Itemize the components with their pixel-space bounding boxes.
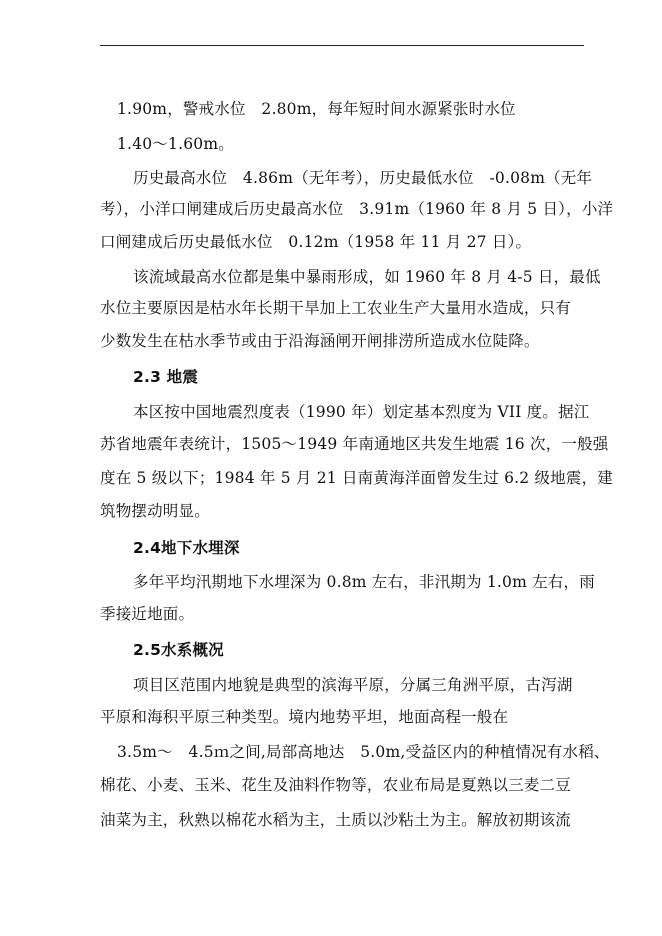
text-line: 1.40～1.60m。: [117, 135, 234, 153]
text-line: 油菜为主，秋熟以棉花水稻为主，土质以沙粘土为主。解放初期该流: [100, 811, 572, 829]
text-line: 筑物摆动明显。: [100, 502, 210, 520]
section-heading: 2.3 地震: [133, 368, 199, 386]
text-line: 3.5m～ 4.5ｍ之间,局部高地达 5.0m,受益区内的种植情况有水稻、: [117, 743, 610, 761]
section-heading: 2.5水系概况: [133, 641, 224, 659]
text-line: 苏省地震年表统计，1505～1949 年南通地区共发生地震 16 次，一般强: [100, 435, 609, 453]
text-line: 多年平均汛期地下水埋深为 0.8m 左右，非汛期为 1.0m 左右，雨: [133, 573, 595, 591]
text-line: 项目区范围内地貌是典型的滨海平原，分属三角洲平原，古泻湖: [133, 676, 573, 694]
text-line: 考），小洋口闸建成后历史最高水位 3.91m（1960 年 8 月 5 日），小洋: [100, 200, 614, 218]
text-line: 水位主要原因是枯水年长期干旱加上工农业生产大量用水造成，只有: [100, 299, 572, 317]
text-line: 季接近地面。: [100, 605, 195, 623]
text-line: 少数发生在枯水季节或由于沿海涵闸开闸排涝所造成水位陡降。: [100, 332, 540, 350]
header-rule: [100, 45, 584, 46]
text-line: 1.90m，警戒水位 2.80m，每年短时间水源紧张时水位: [117, 100, 516, 118]
text-line: 本区按中国地震烈度表（1990 年）划定基本烈度为 VII 度。据江: [133, 403, 590, 421]
text-line: 口闸建成后历史最低水位 0.12m（1958 年 11 月 27 日）。: [100, 233, 532, 251]
text-line: 度在 5 级以下；1984 年 5 月 21 日南黄海洋面曾发生过 6.2 级地震，建: [100, 469, 613, 487]
section-heading: 2.4地下水埋深: [133, 539, 240, 557]
text-line: 该流域最高水位都是集中暴雨形成，如 1960 年 8 月 4-5 日，最低: [133, 268, 601, 286]
text-line: 棉花、小麦、玉米、花生及油料作物等，农业布局是夏熟以三麦二豆: [100, 776, 572, 794]
text-line: 历史最高水位 4.86m（无年考），历史最低水位 -0.08m（无年: [133, 169, 593, 187]
text-line: 平原和海积平原三种类型。境内地势平坦，地面高程一般在: [100, 708, 509, 726]
